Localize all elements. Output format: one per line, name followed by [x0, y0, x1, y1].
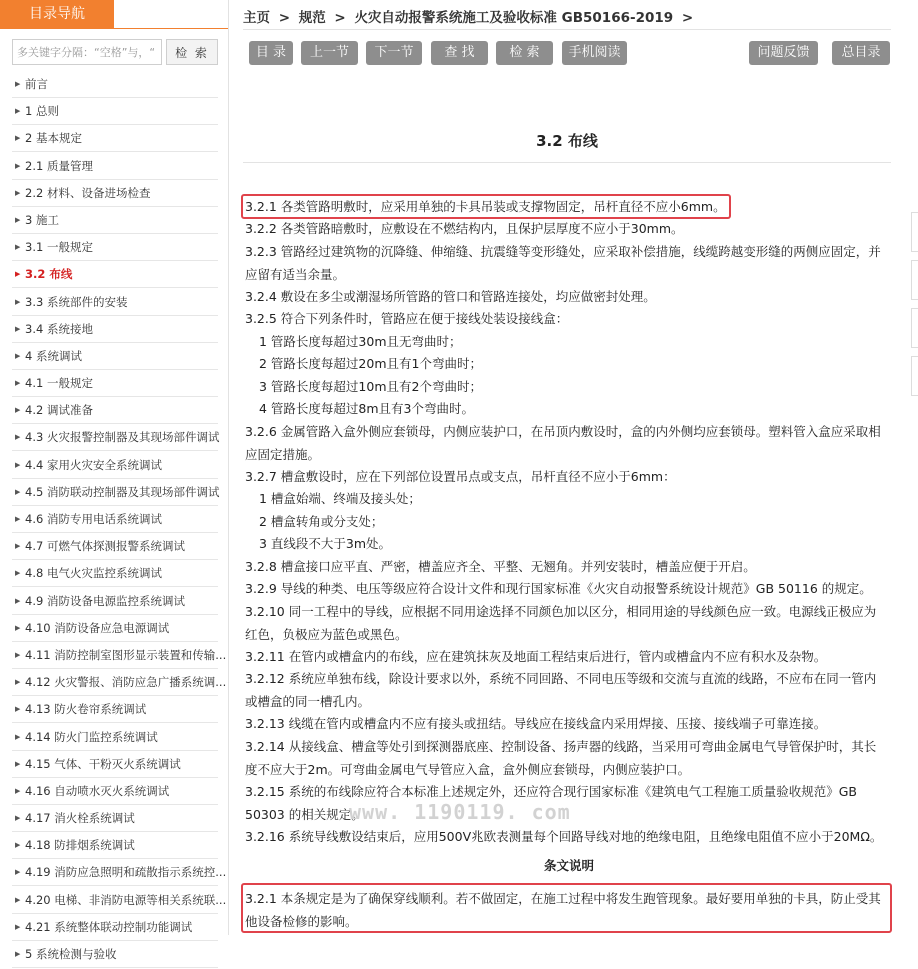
- toc-item-label: 5 系统检测与验收: [25, 947, 117, 961]
- caret-right-icon: ▶: [15, 324, 21, 333]
- toc-item[interactable]: [12, 507, 218, 533]
- clause-item: 1 管路长度每超过30m且无弯曲时；: [259, 334, 462, 349]
- clause-item: 4 管路长度每超过8m且有3个弯曲时。: [259, 401, 475, 416]
- toc-item-label: 4.10 消防设备应急电源调试: [25, 620, 170, 635]
- toc-item-label: 1 总则: [25, 104, 59, 119]
- find-button[interactable]: 查 找: [431, 41, 488, 65]
- caret-right-icon: ▶: [15, 80, 21, 88]
- clause-item: 2 管路长度每超过20m且有1个弯曲时；: [259, 356, 482, 371]
- clause-3-2-1: 3.2.1 各类管路明敷时，应采用单独的卡具吊装或支撑物固定，吊杆直径不应小6mm。: [245, 199, 726, 214]
- breadcrumb-divider: [243, 29, 891, 30]
- caret-right-icon: ▶: [15, 705, 21, 714]
- caret-right-icon: ▶: [15, 107, 21, 116]
- toc-item[interactable]: [12, 697, 218, 723]
- toc-item[interactable]: [12, 806, 218, 832]
- sidebar: [0, 0, 229, 961]
- toc-item-label: 前言: [25, 77, 48, 91]
- clause-item: 3 直线段不大于3m处。: [259, 536, 392, 551]
- toc-item[interactable]: [12, 154, 218, 180]
- toc-item[interactable]: [12, 942, 218, 968]
- toc-item[interactable]: [12, 317, 218, 343]
- toc-item-label: 4.3 火灾报警控制器及其现场部件调试: [25, 430, 220, 445]
- sidebar-header-divider: [0, 28, 228, 29]
- toc-item-label: 4.17 消火栓系统调试: [25, 811, 135, 826]
- toc-item-label: 4.8 电气火灾监控系统调试: [25, 566, 162, 581]
- toc-item[interactable]: [12, 344, 218, 370]
- toc-item[interactable]: [12, 561, 218, 587]
- toc-item[interactable]: [12, 398, 218, 424]
- toc-item-label: 4.20 电梯、非消防电源等相关系统联...: [25, 892, 227, 907]
- clause-3-2-9: 3.2.9 导线的种类、电压等级应符合设计文件和现行国家标准《火灾自动报警系统设计规范》GB 50116 的规定。: [245, 581, 872, 596]
- caret-right-icon: ▶: [15, 134, 21, 143]
- toc-item[interactable]: [12, 262, 218, 288]
- clause-item: 1 槽盒始端、终端及接头处；: [259, 491, 421, 506]
- toc-item[interactable]: [12, 616, 218, 642]
- clause-3-2-6: 3.2.6 金属管路入盒外侧应套锁母，内侧应装护口，在吊顶内敷设时，盒的内外侧均应套锁母。塑料管入盒应采取相应固定措施。: [245, 424, 881, 462]
- toc-item-label: 4.9 消防设备电源监控系统调试: [25, 593, 185, 608]
- toc-item[interactable]: [12, 888, 227, 914]
- clause-item: 3 管路长度每超过10m且有2个弯曲时；: [259, 379, 482, 394]
- toc-item[interactable]: [12, 670, 227, 696]
- caret-right-icon: ▶: [15, 786, 21, 795]
- toc-item[interactable]: [12, 126, 218, 152]
- toc-item[interactable]: [12, 779, 218, 805]
- toc-item[interactable]: [12, 99, 218, 125]
- clause-3-2-16: 3.2.16 系统导线敷设结束后，应用500V兆欧表测量每个回路导线对地的绝缘电阻，且绝缘电阻值不应小于20MΩ。: [245, 829, 883, 844]
- toc-item[interactable]: [12, 453, 218, 479]
- caret-right-icon: ▶: [15, 188, 21, 197]
- sidebar-header: 目录导航: [0, 0, 114, 29]
- toc-item[interactable]: [12, 235, 218, 261]
- toc-item[interactable]: [12, 290, 218, 316]
- breadcrumb-spec-link[interactable]: 规范: [298, 10, 326, 26]
- clause-3-2-5: 3.2.5 符合下列条件时，管路应在便于接线处装设接线盒：: [245, 311, 569, 326]
- toc-item-label: 4.2 调试准备: [25, 403, 93, 418]
- caret-right-icon: ▶: [15, 351, 21, 360]
- catalog-button[interactable]: 总目录: [832, 41, 890, 65]
- toc-item[interactable]: [12, 534, 218, 560]
- mobile-read-button[interactable]: 手机阅读: [562, 41, 627, 65]
- caret-right-icon: ▶: [15, 650, 21, 659]
- breadcrumb-separator: >: [334, 10, 346, 26]
- side-float-tab[interactable]: [911, 356, 918, 396]
- caret-right-icon: ▶: [15, 542, 21, 551]
- caret-right-icon: ▶: [15, 297, 21, 306]
- caret-right-icon: ▶: [15, 868, 21, 877]
- toc-item-label: 3.3 系统部件的安装: [25, 294, 128, 309]
- caret-right-icon: ▶: [15, 922, 21, 931]
- toc-item-label: 4.15 气体、干粉灭火系统调试: [25, 756, 181, 771]
- toc-item-label: 4.19 消防应急照明和疏散指示系统控...: [25, 865, 227, 880]
- toc-item[interactable]: [12, 752, 218, 778]
- toc-item[interactable]: [12, 860, 227, 886]
- notes-title: 条文说明: [543, 858, 594, 873]
- caret-right-icon: ▶: [15, 243, 21, 252]
- toc-item[interactable]: [12, 425, 218, 451]
- caret-right-icon: ▶: [15, 814, 21, 823]
- clause-3-2-8: 3.2.8 槽盒接口应平直、严密，槽盖应齐全、平整、无翘角。并列安装时，槽盖应便于开启。: [245, 559, 756, 574]
- toc-item[interactable]: [12, 915, 218, 941]
- next-section-button[interactable]: 下一节: [366, 41, 422, 65]
- toc-item-label: 4.14 防火门监控系统调试: [25, 729, 158, 744]
- clause-item: 2 槽盒转角或分支处；: [259, 514, 384, 529]
- toc-item-label: 3.4 系统接地: [25, 321, 93, 336]
- clause-3-2-14: 3.2.14 从接线盒、槽盒等处引到探测器底座、控制设备、扬声器的线路，当采用可弯曲金属电气导管保护时，其长度不应大于2m。可弯曲金属电气导管应入盒，盒外侧应套锁母，内侧应装护口。: [245, 739, 877, 777]
- watermark: www. 1190119. com: [349, 800, 571, 824]
- clause-3-2-7: 3.2.7 槽盒敷设时，应在下列部位设置吊点或支点，吊杆直径不应小于6mm：: [245, 469, 676, 484]
- toc-item[interactable]: [12, 208, 218, 234]
- toc-item-label: 4.4 家用火灾安全系统调试: [25, 457, 162, 472]
- toc-item[interactable]: [12, 643, 227, 669]
- toc-item-label: 4 系统调试: [25, 348, 82, 363]
- toc-item-label: 2.2 材料、设备进场检查: [25, 185, 151, 200]
- clause-3-2-11: 3.2.11 在管内或槽盒内的布线，应在建筑抹灰及地面工程结束后进行，管内或槽盒内不应有积水及杂物。: [245, 649, 827, 664]
- breadcrumb-home-link[interactable]: 主页: [243, 10, 270, 26]
- breadcrumb-standard-link[interactable]: 火灾自动报警系统施工及验收标准 GB50166-2019: [354, 10, 674, 26]
- toc-item[interactable]: [12, 725, 218, 751]
- prev-section-button[interactable]: 上一节: [301, 41, 358, 65]
- note-3-2-1: 3.2.1 本条规定是为了确保穿线顺利。若不做固定，在施工过程中将发生跑管现象。最好要用单独的卡具，防止受其他设备检修的影响。: [245, 891, 881, 929]
- caret-right-icon: ▶: [15, 950, 21, 958]
- breadcrumb: [243, 6, 697, 26]
- breadcrumb-separator: >: [681, 10, 694, 26]
- section-title: 3.2 布线: [536, 132, 598, 150]
- caret-right-icon: ▶: [15, 379, 21, 388]
- toc-item-label: 4.5 消防联动控制器及其现场部件调试: [25, 484, 220, 499]
- toc-item-label: 3 施工: [25, 212, 59, 227]
- caret-right-icon: ▶: [15, 759, 21, 768]
- sidebar-search-button[interactable]: 检 索: [166, 39, 218, 65]
- caret-right-icon: ▶: [15, 406, 21, 415]
- caret-right-icon: ▶: [15, 460, 21, 469]
- toc-item-label: 4.11 消防控制室图形显示装置和传输...: [25, 647, 227, 662]
- clause-3-2-12: 3.2.12 系统应单独布线，除设计要求以外，系统不同回路、不同电压等级和交流与直流的线路，不应布在同一管内或槽盒的同一槽孔内。: [245, 671, 877, 709]
- toc-item[interactable]: [12, 833, 218, 859]
- toc-item-label: 3.2 布线: [25, 267, 73, 282]
- toc-item-label: 4.18 防排烟系统调试: [25, 838, 135, 853]
- caret-right-icon: ▶: [15, 569, 21, 578]
- feedback-button[interactable]: 问题反馈: [749, 41, 818, 65]
- clause-3-2-15: 3.2.15 系统的布线除应符合本标准上述规定外，还应符合现行国家标准《建筑电气工程施工质量验收规范》GB 50303 的相关规定。: [245, 784, 857, 822]
- toc-item-label: 4.7 可燃气体探测报警系统调试: [25, 539, 185, 554]
- side-float-tab[interactable]: [911, 212, 918, 252]
- clause-3-2-3: 3.2.3 管路经过建筑物的沉降缝、伸缩缝、抗震缝等变形缝处，应采取补偿措施，线缆跨越变形缝的两侧应固定，并应留有适当余量。: [245, 244, 881, 282]
- caret-right-icon: ▶: [15, 678, 21, 687]
- toc-item[interactable]: [12, 181, 218, 207]
- caret-right-icon: ▶: [15, 515, 21, 523]
- clause-3-2-2: 3.2.2 各类管路暗敷时，应敷设在不燃结构内，且保护层厚度不应小于30mm。: [245, 221, 684, 236]
- toc-item-label: 4.1 一般规定: [25, 376, 93, 391]
- caret-right-icon: ▶: [15, 895, 21, 904]
- toc-item-label: 3.1 一般规定: [25, 240, 93, 255]
- toc-item-label: 2 基本规定: [25, 131, 82, 146]
- clause-3-2-10: 3.2.10 同一工程中的导线，应根据不同用途选择不同颜色加以区分，相同用途的导线颜色应一致。电源线正极应为红色，负极应为蓝色或黑色。: [245, 604, 877, 642]
- side-float-tab[interactable]: [911, 308, 918, 348]
- breadcrumb-separator: >: [278, 10, 291, 26]
- caret-right-icon: ▶: [15, 215, 21, 224]
- search-button[interactable]: 检 索: [496, 41, 553, 65]
- caret-right-icon: ▶: [15, 161, 21, 170]
- toc-item-label: 4.16 自动喷水灭火系统调试: [25, 783, 170, 798]
- caret-right-icon: ▶: [15, 270, 21, 279]
- caret-right-icon: ▶: [15, 596, 21, 605]
- toc-item-label: 4.12 火灾警报、消防应急广播系统调...: [25, 675, 227, 690]
- main-content: [229, 0, 918, 935]
- caret-right-icon: ▶: [15, 732, 21, 741]
- title-divider: [243, 162, 891, 163]
- caret-right-icon: ▶: [15, 487, 21, 496]
- clause-3-2-13: 3.2.13 线缆在管内或槽盒内不应有接头或扭结。导线应在接线盒内采用焊接、压接、接线端子可靠连接。: [245, 716, 827, 731]
- side-float-tab[interactable]: [911, 260, 918, 300]
- toc-item-label: 4.13 防火卷帘系统调试: [25, 702, 147, 717]
- clause-3-2-4: 3.2.4 敷设在多尘或潮湿场所管路的管口和管路连接处，均应做密封处理。: [245, 289, 656, 304]
- toc-item-label: 4.6 消防专用电话系统调试: [25, 512, 162, 526]
- toc-item-label: 4.21 系统整体联动控制功能调试: [25, 919, 193, 934]
- keyword-search-input[interactable]: [12, 39, 162, 65]
- toc-button[interactable]: 目 录: [249, 41, 293, 65]
- toc-item[interactable]: [12, 589, 218, 615]
- toc-list: [12, 72, 227, 969]
- toc-item[interactable]: [12, 480, 218, 506]
- caret-right-icon: ▶: [15, 623, 21, 632]
- caret-right-icon: ▶: [15, 433, 21, 442]
- toc-item[interactable]: [12, 72, 218, 98]
- toc-item[interactable]: [12, 371, 218, 397]
- toc-item-label: 2.1 质量管理: [25, 158, 93, 173]
- caret-right-icon: ▶: [15, 841, 21, 850]
